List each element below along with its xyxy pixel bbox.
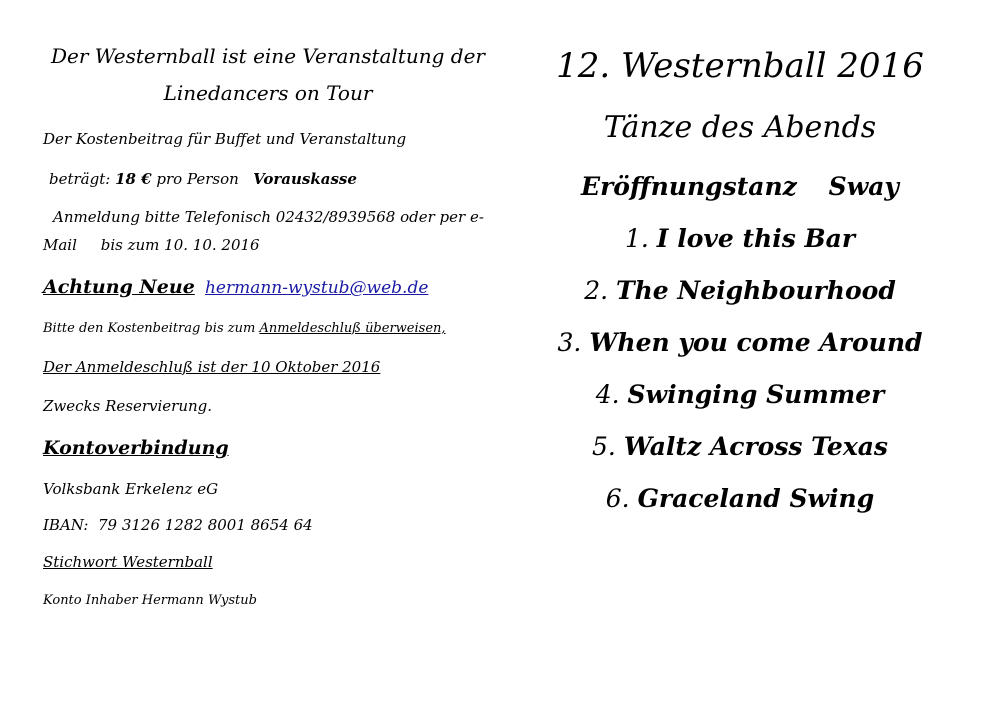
opening-dance: Sway — [828, 172, 899, 201]
registration-line-2: Mail bis zum 10. 10. 2016 — [43, 236, 260, 254]
bank-line: Volksbank Erkelenz eG — [43, 480, 219, 498]
dance-number: 5. — [592, 432, 624, 461]
dance-number: 2. — [584, 276, 616, 305]
dance-number: 6. — [605, 484, 638, 513]
dance-name: Graceland Swing — [637, 484, 875, 513]
dance-item — [540, 224, 940, 253]
dance-name: I love this Bar — [656, 224, 856, 253]
registration-line-1: Anmeldung bitte Telefonisch 02432/8939568 oder per e- — [53, 208, 484, 226]
dance-name: Waltz Across Texas — [623, 432, 888, 461]
intro-line-1: Der Westernball ist eine Veranstaltung der — [51, 44, 485, 68]
price-suffix: pro Person — [151, 170, 239, 188]
dance-item — [540, 432, 940, 461]
dance-number: 4. — [595, 380, 628, 409]
opening-dance-line — [540, 172, 940, 201]
dances-subtitle: Tänze des Abends — [603, 110, 877, 145]
dance-name: Swinging Summer — [627, 380, 885, 409]
dance-number: 3. — [557, 328, 590, 357]
keyword-line: Stichwort Westernball — [43, 553, 213, 571]
attention-line — [43, 276, 428, 298]
dance-item — [540, 484, 940, 513]
reservation-line: Zwecks Reservierung. — [43, 397, 213, 415]
dance-name: The Neighbourhood — [616, 276, 896, 305]
attention-label: Achtung Neue — [43, 276, 195, 298]
deadline-line: Der Anmeldeschluß ist der 10 Oktober 2016 — [43, 358, 381, 376]
event-title: 12. Westernball 2016 — [556, 46, 924, 86]
owner-line: Konto Inhaber Hermann Wystub — [43, 593, 257, 608]
account-heading: Kontoverbindung — [43, 437, 229, 459]
price-line — [49, 170, 357, 188]
pay-line — [43, 321, 446, 336]
dance-name: When you come Around — [589, 328, 923, 357]
pay-underlined: Anmeldeschluß überweisen, — [259, 321, 446, 336]
dance-item — [540, 276, 940, 305]
intro-line-2: Linedancers on Tour — [163, 81, 373, 105]
cost-line: Der Kostenbeitrag für Buffet und Veranstaltung — [43, 130, 407, 148]
prepay-label: Vorauskasse — [253, 170, 357, 188]
opening-label: Eröffnungstanz — [581, 172, 797, 201]
email-link[interactable]: hermann-wystub@web.de — [204, 278, 429, 298]
dance-number: 1. — [624, 224, 657, 253]
price-prefix: beträgt: — [49, 170, 116, 188]
pay-prefix: Bitte den Kostenbeitrag bis zum — [43, 321, 260, 336]
iban-line: IBAN: 79 3126 1282 8001 8654 64 — [43, 516, 313, 534]
dance-item — [540, 328, 940, 357]
dance-item — [540, 380, 940, 409]
price-value: 18 € — [115, 170, 152, 188]
